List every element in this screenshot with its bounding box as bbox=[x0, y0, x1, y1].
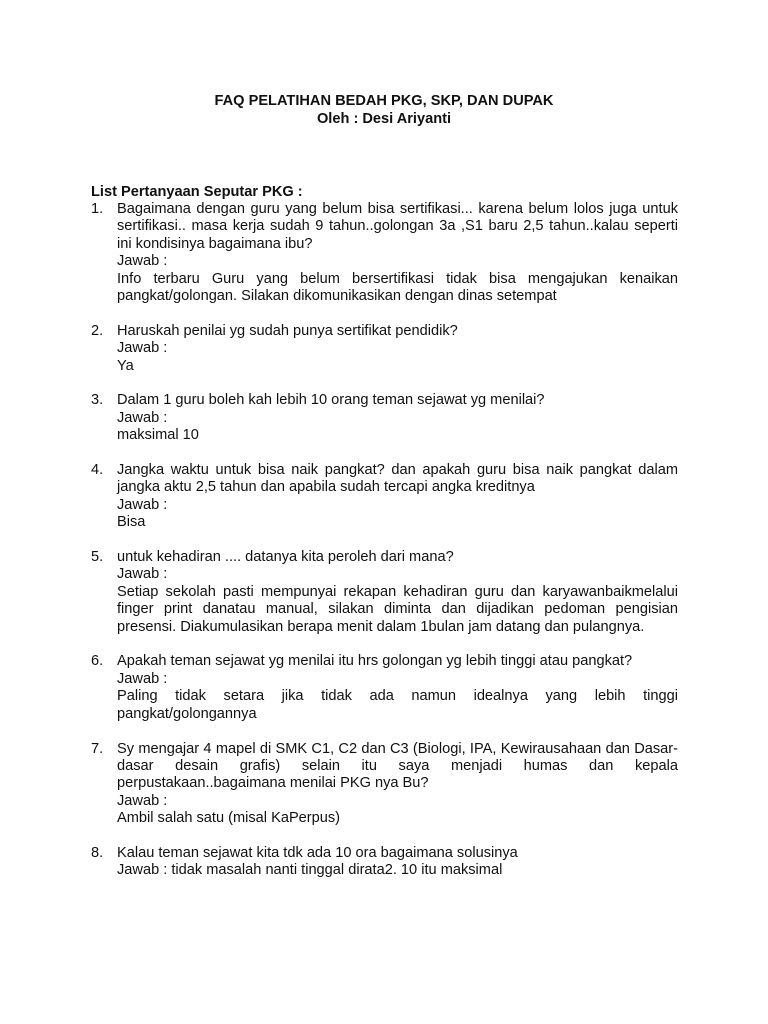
item-spacer bbox=[91, 636, 678, 653]
faq-item-4 bbox=[91, 462, 678, 532]
faq-item-5 bbox=[91, 549, 678, 636]
answer-label: Jawab : bbox=[117, 340, 168, 357]
faq-number: 3. bbox=[91, 392, 104, 409]
faq-question: Apakah teman sejawat yg menilai itu hrs golongan yg lebih tinggi atau pangkat? bbox=[117, 653, 633, 670]
faq-list bbox=[91, 201, 678, 880]
faq-item-1 bbox=[91, 201, 678, 305]
item-spacer bbox=[91, 723, 678, 740]
faq-question: untuk kehadiran .... datanya kita peroleh dari mana? bbox=[117, 549, 454, 566]
faq-question: Sy mengajar 4 mapel di SMK C1, C2 dan C3 (Biologi, IPA, Kewirausahaan dan Dasar-dasar desain grafis) selain itu saya menjadi humas dan kepala perpustakaan..bagaimana menilai PKG nya Bu? bbox=[117, 740, 678, 792]
item-spacer bbox=[91, 375, 678, 392]
faq-answer: Paling tidak setara jika tidak ada namun idealnya yang lebih tinggi pangkat/golongannya bbox=[117, 688, 678, 722]
faq-number: 5. bbox=[91, 549, 104, 566]
faq-answer: Ya bbox=[117, 357, 134, 374]
faq-question: Haruskah penilai yg sudah punya sertifikat pendidik? bbox=[117, 322, 458, 339]
faq-question: Kalau teman sejawat kita tdk ada 10 ora bagaimana solusinya bbox=[117, 844, 518, 861]
faq-answer: Bisa bbox=[117, 514, 146, 531]
answer-label: Jawab : bbox=[117, 409, 168, 426]
faq-question: Bagaimana dengan guru yang belum bisa sertifikasi... karena belum lolos juga untuk sertifikasi.. masa kerja sudah 9 tahun..golongan 3a ,S1 baru 2,5 tahun..kalau seperti ini kondisinya bagaimana ibu? bbox=[117, 201, 678, 252]
title-block bbox=[0, 93, 768, 128]
faq-item-6 bbox=[91, 653, 678, 723]
faq-inline-answer: Jawab : tidak masalah nanti tinggal dirata2. 10 itu maksimal bbox=[117, 862, 503, 879]
faq-number: 8. bbox=[91, 844, 104, 861]
faq-number: 2. bbox=[91, 322, 104, 339]
item-spacer bbox=[91, 532, 678, 549]
faq-item-7 bbox=[91, 741, 678, 828]
document-title: FAQ PELATIHAN BEDAH PKG, SKP, DAN DUPAK bbox=[214, 93, 554, 109]
answer-label: Jawab : bbox=[117, 670, 168, 687]
faq-number: 1. bbox=[91, 201, 104, 217]
answer-label: Jawab : bbox=[117, 792, 168, 809]
answer-label: Jawab : bbox=[117, 253, 168, 270]
faq-item-3 bbox=[91, 392, 678, 444]
document-author: Oleh : Desi Ariyanti bbox=[316, 110, 452, 127]
item-spacer bbox=[91, 445, 678, 462]
item-spacer bbox=[91, 305, 678, 322]
faq-number: 7. bbox=[91, 740, 104, 757]
faq-question: Dalam 1 guru boleh kah lebih 10 orang teman sejawat yg menilai? bbox=[117, 392, 545, 409]
faq-answer: Info terbaru Guru yang belum bersertifikasi tidak bisa mengajukan kenaikan pangkat/golongan. Silakan dikomunikasikan dengan dinas setempat bbox=[117, 270, 678, 305]
faq-item-8 bbox=[91, 845, 678, 880]
list-heading: List Pertanyaan Seputar PKG : bbox=[91, 184, 303, 200]
faq-number: 6. bbox=[91, 653, 104, 670]
faq-answer: maksimal 10 bbox=[117, 427, 199, 444]
answer-label: Jawab : bbox=[117, 566, 168, 583]
faq-item-2 bbox=[91, 323, 678, 375]
faq-question: Jangka waktu untuk bisa naik pangkat? dan apakah guru bisa naik pangkat dalam jangka aktu 2,5 tahun dan apabila sudah tercapi angka kreditnya bbox=[117, 462, 678, 496]
faq-answer: Ambil salah satu (misal KaPerpus) bbox=[117, 810, 341, 827]
faq-answer: Setiap sekolah pasti mempunyai rekapan kehadiran guru dan karyawanbaikmelalui finger print danatau manual, silakan diminta dan dijadikan pedoman pengisian presensi. Diakumulasikan berapa menit dalam 1bulan jam datang dan pulangnya. bbox=[117, 583, 678, 635]
answer-label: Jawab : bbox=[117, 496, 168, 513]
item-spacer bbox=[91, 828, 678, 845]
faq-number: 4. bbox=[91, 462, 104, 479]
